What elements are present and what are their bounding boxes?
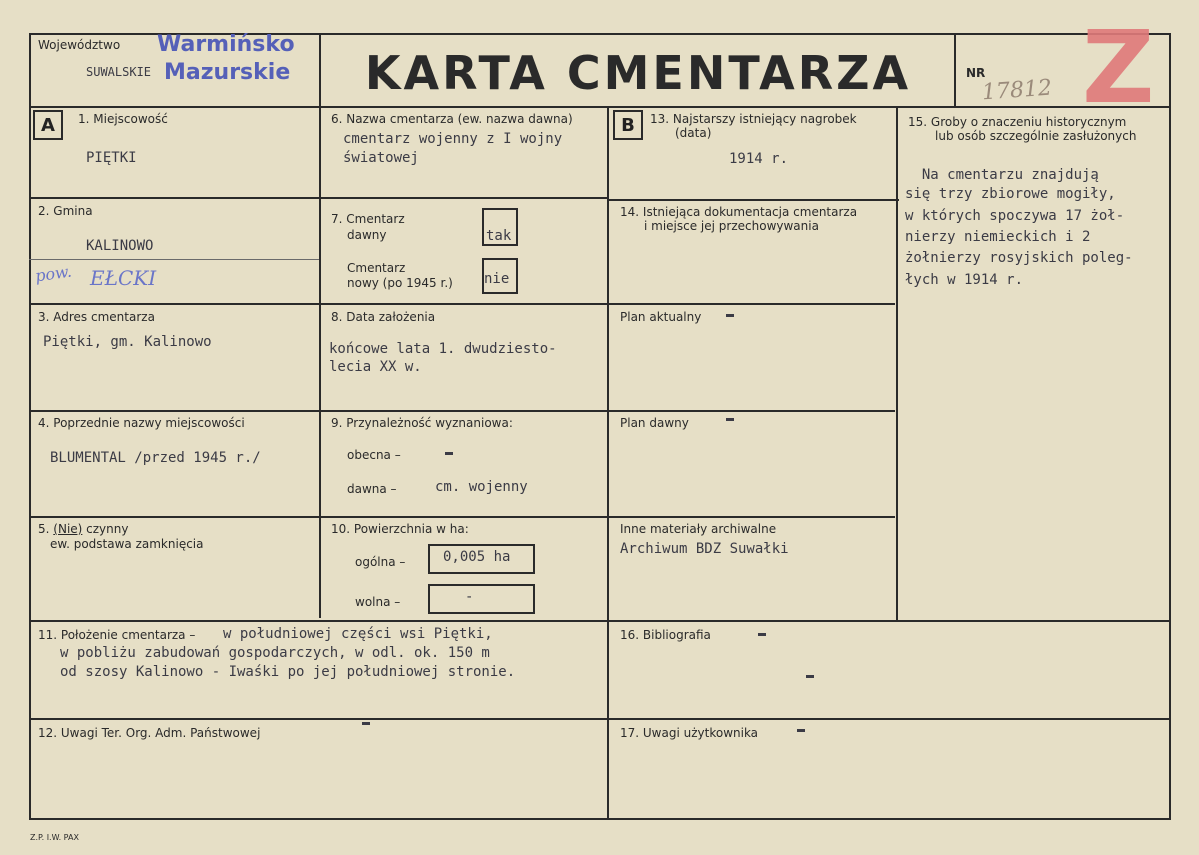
nr-value: 17812 — [981, 75, 1053, 106]
f10-ogolna-label: ogólna – — [355, 555, 406, 569]
f11-line2: w pobliżu zabudowań gospodarczych, w odl. ok. 150 m — [60, 645, 490, 661]
f1-value: PIĘTKI — [86, 150, 137, 166]
f5-label-nie: (Nie) — [53, 522, 83, 536]
f8-label: 8. Data założenia — [331, 310, 436, 324]
f2-value: KALINOWO — [86, 238, 154, 254]
f14-plan-aktualny: Plan aktualny — [620, 310, 702, 324]
f9-label: 9. Przynależność wyznaniowa: — [331, 416, 513, 430]
card-title: KARTA CMENTARZA — [364, 46, 912, 100]
f9-dawna-label: dawna – — [347, 482, 397, 496]
voivodeship-stamp-line2: Mazurskie — [164, 60, 291, 85]
voivodeship-typed: SUWALSKIE — [86, 65, 152, 79]
col-divider-3 — [896, 106, 898, 620]
f3-label: 3. Adres cmentarza — [38, 310, 155, 324]
f11-line3: od szosy Kalinowo - Iwaśki po jej południowej stronie. — [60, 664, 516, 680]
f10-wolna-value: - — [465, 589, 474, 605]
f5-label-prefix: 5. — [38, 522, 50, 536]
f14-label-line2: i miejsce jej przechowywania — [644, 219, 819, 233]
f13-value: 1914 r. — [729, 151, 789, 167]
f2-handwritten: EŁCKI — [90, 266, 157, 290]
nr-label: NR — [966, 66, 986, 80]
f2-handwritten-prefix: pow. — [33, 261, 73, 286]
col-divider-header-2 — [954, 33, 956, 107]
col-divider-2 — [607, 106, 609, 820]
f16-label: 16. Bibliografia — [620, 628, 711, 642]
f10-wolna-label: wolna – — [355, 595, 401, 609]
f14-plan-dawny: Plan dawny — [620, 416, 689, 430]
section-a-badge: A — [33, 110, 63, 140]
f1-label: 1. Miejscowość — [78, 112, 168, 126]
f3-value: Piętki, gm. Kalinowo — [43, 334, 212, 350]
section-b-badge: B — [613, 110, 643, 140]
voivodeship-label: Województwo — [38, 38, 121, 52]
f4-value: BLUMENTAL /przed 1945 r./ — [50, 450, 261, 466]
f2-label: 2. Gmina — [38, 204, 93, 218]
col-divider-header-1 — [319, 33, 321, 618]
f6-label: 6. Nazwa cmentarza (ew. nazwa dawna) — [331, 112, 573, 126]
f15-line3: w których spoczywa 17 żoł- — [905, 208, 1125, 224]
f14-inne-label: Inne materiały archiwalne — [620, 522, 777, 536]
row-divider-5 — [29, 620, 1171, 622]
f8-line1: końcowe lata 1. dwudziesto- — [329, 341, 557, 357]
gmina-underline — [29, 259, 319, 260]
f6-line1: cmentarz wojenny z I wojny — [343, 131, 563, 147]
f8-line2: lecia XX w. — [329, 359, 422, 375]
f9-dawna-value: cm. wojenny — [435, 479, 528, 495]
f16-dash — [758, 633, 766, 636]
f13-label-line1: 13. Najstarszy istniejący nagrobek — [650, 112, 857, 126]
f12-label: 12. Uwagi Ter. Org. Adm. Państwowej — [38, 726, 261, 740]
row-divider-6 — [29, 718, 1171, 720]
f10-label: 10. Powierzchnia w ha: — [331, 522, 469, 536]
f11-line1: w południowej części wsi Piętki, — [223, 626, 493, 642]
f16-dash-2 — [806, 675, 814, 678]
f14-inne-value: Archiwum BDZ Suwałki — [620, 541, 789, 557]
f7-label: 7. Cmentarz — [331, 212, 405, 226]
category-mark: Z — [1082, 9, 1155, 126]
f4-label: 4. Poprzednie nazwy miejscowości — [38, 416, 245, 430]
f7-dawny-value: tak — [486, 228, 512, 244]
f7-dawny-label: dawny — [347, 228, 387, 242]
f14-plan-aktualny-dash — [726, 314, 734, 317]
f15-label-line1: 15. Groby o znaczeniu historycznym — [908, 115, 1127, 129]
f14-label-line1: 14. Istniejąca dokumentacja cmentarza — [620, 205, 858, 219]
f13-label-line2: (data) — [675, 126, 712, 140]
f5-label — [38, 522, 128, 537]
f15-line5: żołnierzy rosyjskich poleg- — [905, 250, 1133, 266]
f17-dash — [797, 729, 805, 732]
row-divider-13-14 — [609, 199, 899, 201]
f7-nowy-label1: Cmentarz — [347, 261, 406, 275]
voivodeship-stamp-line1: Warmińsko — [157, 32, 295, 57]
printer-mark: Z.P. I.W. PAX — [30, 833, 79, 842]
f17-label: 17. Uwagi użytkownika — [620, 726, 759, 740]
header-divider — [29, 106, 1171, 108]
f5-label-rest: czynny — [82, 522, 129, 536]
f5-label-line2: ew. podstawa zamknięcia — [50, 537, 204, 551]
f15-line2: się trzy zbiorowe mogiły, — [905, 186, 1116, 202]
f9-obecna-dash — [445, 452, 453, 455]
f6-line2: światowej — [343, 150, 419, 166]
row-divider-2 — [29, 303, 895, 305]
f10-ogolna-value: 0,005 ha — [443, 549, 511, 565]
f15-line1: Na cmentarzu znajdują — [905, 167, 1099, 183]
f11-label: 11. Położenie cmentarza – — [38, 628, 196, 642]
f15-line6: łych w 1914 r. — [905, 272, 1024, 288]
f7-nowy-value: nie — [484, 271, 510, 287]
f14-plan-dawny-dash — [726, 418, 734, 421]
f12-dash — [362, 722, 370, 725]
f9-obecna-label: obecna – — [347, 448, 401, 462]
f15-line4: nierzy niemieckich i 2 — [905, 229, 1091, 245]
f15-label-line2: lub osób szczególnie zasłużonych — [935, 129, 1137, 143]
row-divider-3 — [29, 410, 895, 412]
f7-nowy-label2: nowy (po 1945 r.) — [347, 276, 453, 290]
row-divider-4 — [29, 516, 895, 518]
f10-wolna-box — [428, 584, 535, 614]
